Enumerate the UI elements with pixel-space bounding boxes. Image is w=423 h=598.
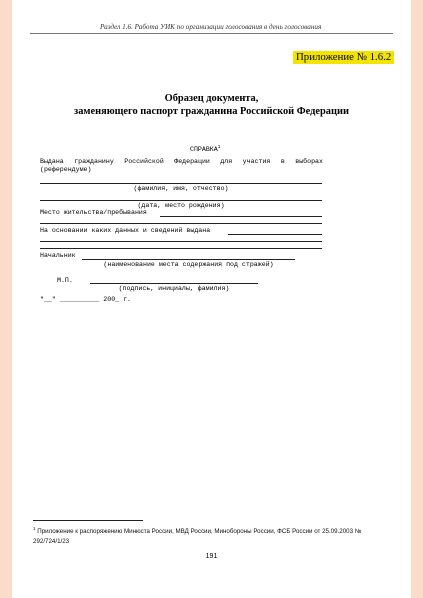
fio-line	[40, 183, 322, 184]
issued-word: Федерации	[174, 158, 210, 165]
stamp-label: М.П.	[57, 277, 73, 284]
header-divider	[30, 33, 393, 34]
form-heading-text: СПРАВКА	[190, 146, 218, 154]
right-margin-band	[411, 0, 423, 598]
birth-line	[40, 200, 322, 201]
title-line-2: заменяющего паспорт гражданина Российской Федерации	[74, 105, 349, 117]
footnote	[33, 524, 393, 546]
footnote-divider	[33, 520, 143, 521]
referendum-text: (референдуме)	[40, 166, 92, 173]
issued-word: участия	[242, 158, 271, 165]
basis-line-2	[40, 241, 322, 242]
footnote-mark: 1	[33, 526, 36, 531]
signature-line	[90, 283, 258, 284]
form-heading	[190, 145, 220, 153]
basis-line	[228, 234, 322, 235]
residence-line-2	[40, 223, 322, 224]
title-line-1: Образец документа,	[164, 93, 259, 104]
basis-line-3	[40, 248, 322, 249]
date-field: "__" __________ 200_ г.	[40, 296, 132, 303]
running-header: Раздел 1.6. Работа УИК по организации голосования в день голосования	[100, 23, 322, 31]
issued-line	[40, 158, 323, 165]
issued-word: в	[280, 158, 285, 165]
page-number: 191	[205, 553, 218, 560]
footnote-text: Приложение к распоряжению Минюста России, МВД России, Минобороны России, ФСБ России от 25.09.2003 № 292/724/1/23	[33, 528, 362, 545]
issued-word: Выдана	[40, 158, 64, 165]
fio-caption: (фамилия, имя, отчество)	[133, 185, 229, 192]
birth-caption: (дата, место рождения)	[137, 202, 225, 209]
left-margin-band	[0, 0, 12, 598]
issued-word: гражданину	[74, 158, 114, 165]
issued-word: для	[220, 158, 233, 165]
issued-word: Российской	[124, 158, 164, 165]
chief-label: Начальник	[40, 252, 76, 259]
facility-caption: (наименование места содержания под стражей)	[103, 261, 274, 268]
issued-word: выборах	[295, 158, 323, 165]
basis-label: На основании каких данных и сведений выдана	[40, 227, 211, 234]
chief-line	[82, 259, 295, 260]
residence-label: Место жительства/пребывания	[40, 209, 147, 216]
footnote-reference: 1	[217, 145, 221, 150]
document-title	[40, 93, 383, 118]
appendix-label: Приложение № 1.6.2	[293, 51, 394, 64]
residence-line	[160, 216, 322, 217]
signature-caption: (подпись, инициалы, фамилия)	[118, 285, 230, 292]
